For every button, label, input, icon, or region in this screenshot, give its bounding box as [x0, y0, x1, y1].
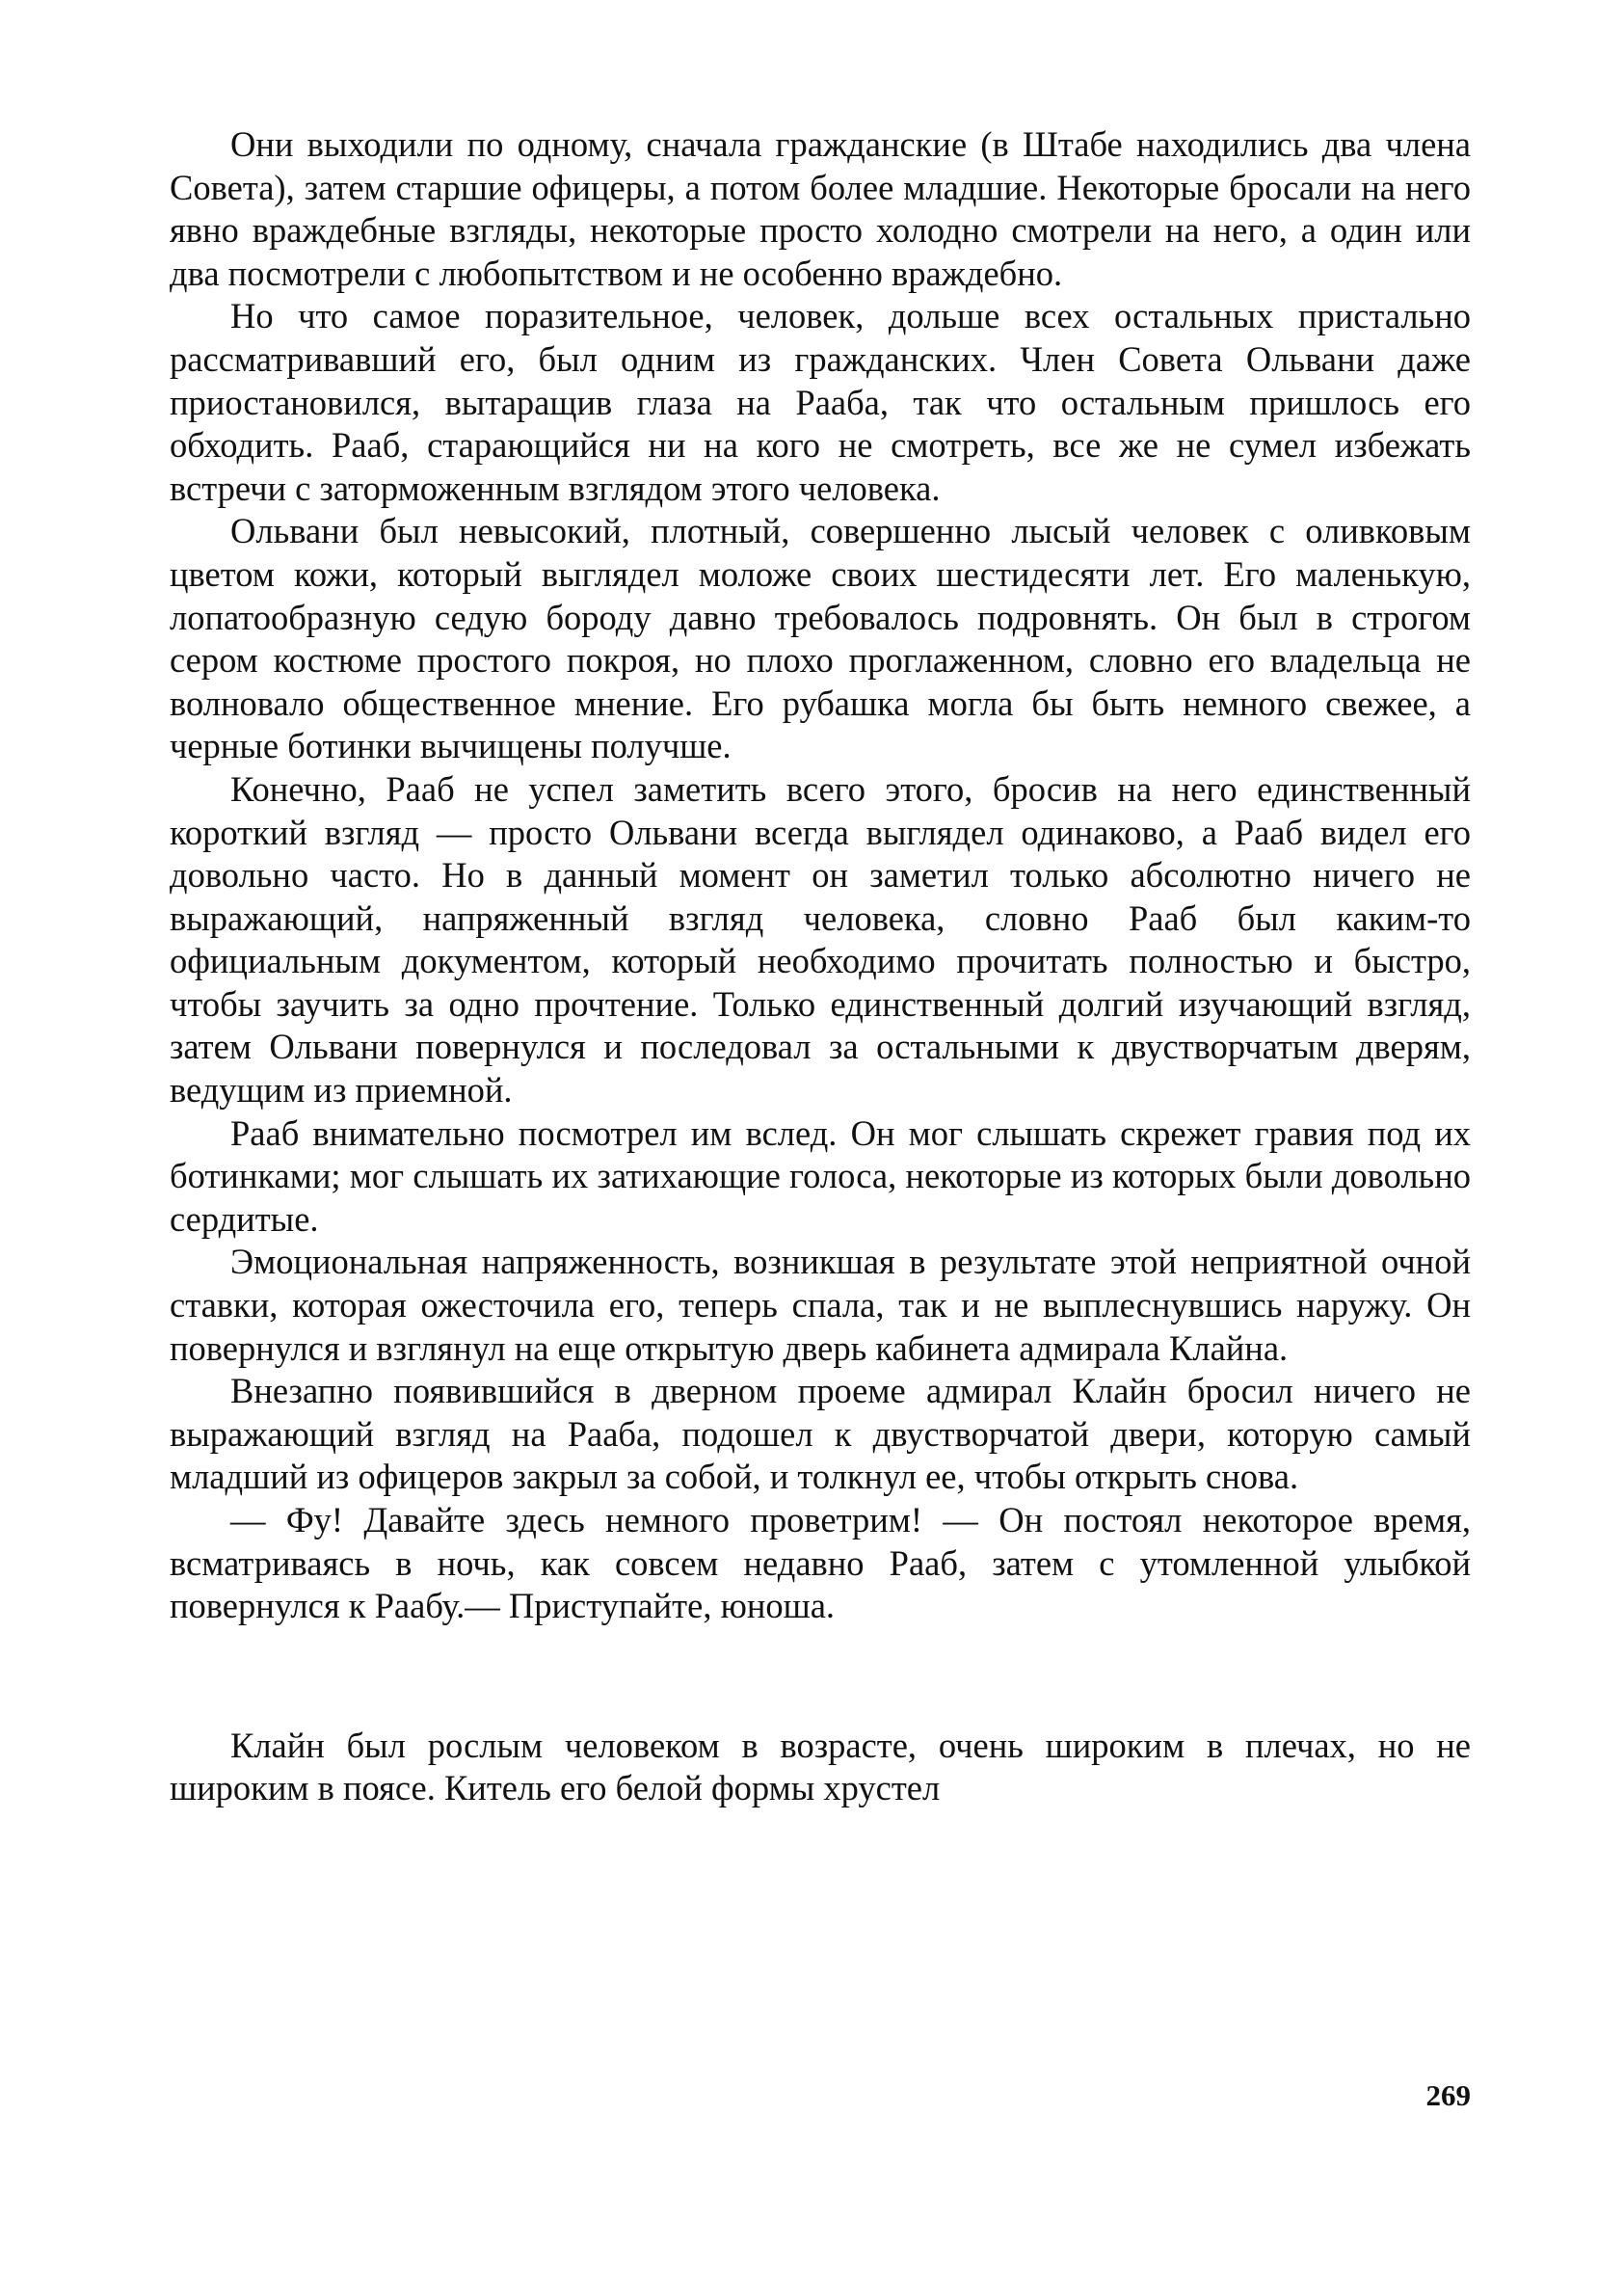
paragraph: Ольвани был невысокий, плотный, совершенно лысый человек с оливковым цветом кожи, который выглядел моложе своих шестидесяти лет. Его маленькую, лопатообразную седую бороду давно требовалось подровнять. Он был в строгом сером костюме простого покроя, но плохо проглаженном, словно его владельца не волновало общественное мнение. Его рубашка могла бы быть немного свежее, а черные ботинки вычищены получше.	[170, 511, 1471, 766]
paragraph: Конечно, Рааб не успел заметить всего этого, бросив на него единственный короткий взгляд — просто Ольвани всегда выглядел одинаково, а Рааб видел его довольно часто. Но в данный момент он заметил только абсолютно ничего не выражающий, напряженный взгляд человека, словно Рааб был каким-то официальным документом, который необходимо прочитать полностью и быстро, чтобы заучить за одно прочтение. Только единственный долгий изучающий взгляд, затем Ольвани повернулся и последовал за остальными к двустворчатым дверям, ведущим из приемной.	[170, 768, 1471, 1111]
page-number: 269	[1425, 2078, 1471, 2112]
paragraph: Они выходили по одному, сначала гражданские (в Штабе находились два члена Совета), затем старшие офицеры, а потом более младшие. Некоторые бросали на него явно враждебные взгляды, некоторые просто холодно смотрели на него, а один или два посмотрели с любопытством и не особенно враждебно.	[170, 124, 1471, 293]
paragraph: Эмоциональная напряженность, возникшая в результате этой неприятной очной ставки, которая ожесточила его, теперь спала, так и не выплеснувшись наружу. Он повернулся и взглянул на еще открытую дверь кабинета адмирала Клайна.	[170, 1242, 1471, 1368]
paragraph: Клайн был рослым человеком в возрасте, очень широким в плечах, но не широким в поясе. Китель его белой формы хрустел	[170, 1725, 1471, 1808]
paragraph: Рааб внимательно посмотрел им вслед. Он мог слышать скрежет гравия под их ботинками; мог слышать их затихающие голоса, некоторые из которых были довольно сердитые.	[170, 1112, 1471, 1239]
paragraph: Внезапно появившийся в дверном проеме адмирал Клайн бросил ничего не выражающий взгляд на Рааба, подошел к двустворчатой двери, которую самый младший из офицеров закрыл за собой, и толкнул ее, чтобы открыть снова.	[170, 1371, 1471, 1497]
paragraph: Но что самое поразительное, человек, дольше всех остальных пристально рассматривавший его, был одним из гражданских. Член Совета Ольвани даже приостановился, вытаращив глаза на Рааба, так что остальным пришлось его обходить. Рааб, старающийся ни на кого не смотреть, все же не сумел избежать встречи с заторможенным взглядом этого человека.	[170, 296, 1471, 508]
book-page-body	[170, 123, 1471, 1810]
paragraph: — Фу! Давайте здесь немного проветрим! — Он постоял некоторое время, всматриваясь в ночь, как совсем недавно Рааб, затем с утомленной улыбкой повернулся к Раабу.— Приступайте, юноша.	[170, 1500, 1471, 1626]
section-break	[170, 1628, 1471, 1725]
